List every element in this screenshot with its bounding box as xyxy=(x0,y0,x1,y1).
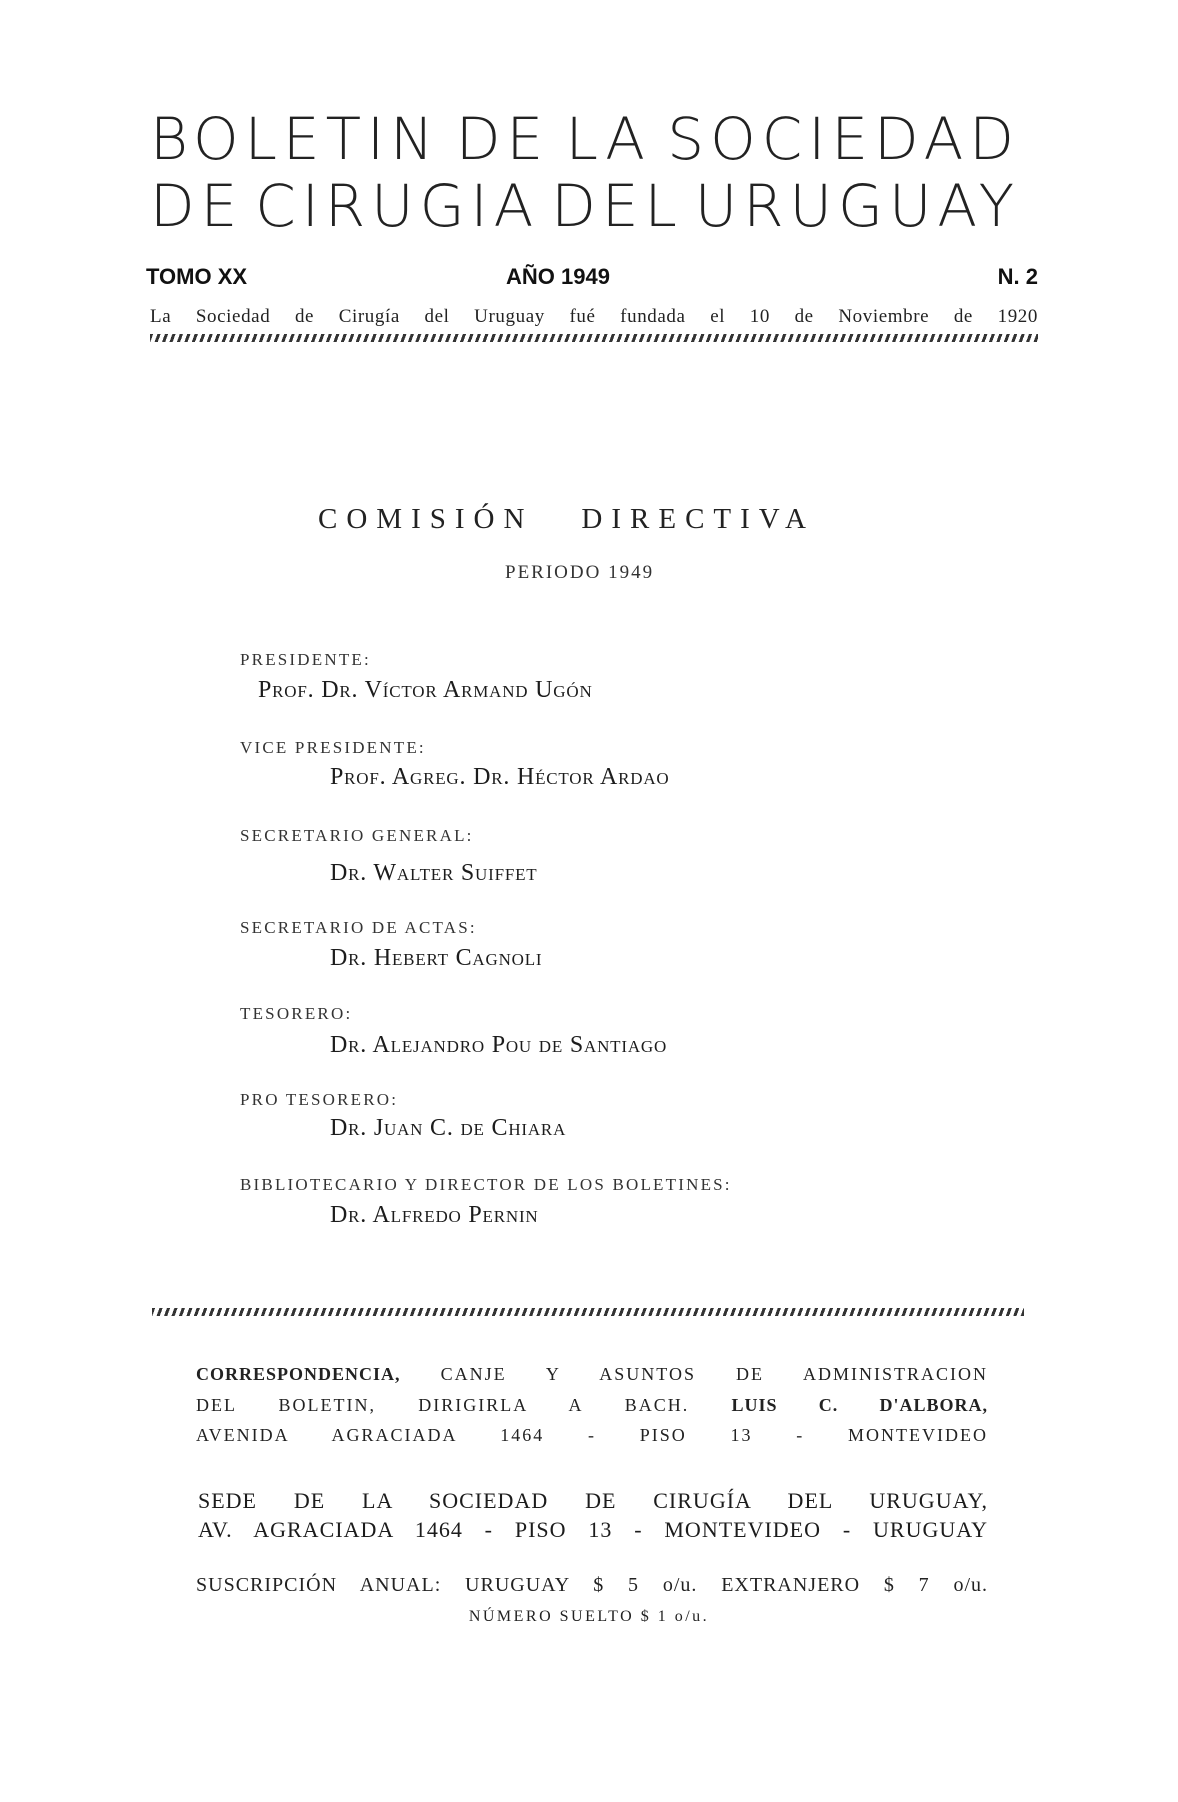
role-label: BIBLIOTECARIO Y DIRECTOR DE LOS BOLETINES: xyxy=(240,1175,732,1194)
title-word: SOCIEDAD xyxy=(667,105,1020,173)
year-label: AÑO 1949 xyxy=(506,264,610,289)
member-name: Prof. Dr. Víctor Armand Ugón xyxy=(258,677,593,703)
title-word: BOLETIN xyxy=(150,105,440,173)
member-name: Prof. Agreg. Dr. Héctor Ardao xyxy=(330,764,670,790)
role-label: PRESIDENTE: xyxy=(240,650,371,669)
correspondence-text: DEL BOLETIN, DIRIGIRLA A BACH. xyxy=(196,1395,690,1415)
title-word: DE xyxy=(150,172,244,240)
role-label: PRO TESORERO: xyxy=(240,1090,399,1109)
title-word: URUGUAY xyxy=(694,172,1020,240)
seat-line-2: AV. AGRACIADA 1464 - PISO 13 - MONTEVIDEO - URUGUAY xyxy=(198,1517,988,1542)
commission-heading xyxy=(318,503,815,536)
member-name: Dr. Hebert Cagnoli xyxy=(330,945,543,971)
role-label: SECRETARIO DE ACTAS: xyxy=(240,918,477,937)
period-label: PERIODO 1949 xyxy=(505,562,655,583)
title-word: DE xyxy=(455,105,550,173)
title-word: CIRUGIA xyxy=(255,172,540,240)
member-name: Dr. Walter Suiffet xyxy=(330,860,538,886)
correspondence-bold: CORRESPONDENCIA, xyxy=(196,1364,401,1384)
member-name: Dr. Alfredo Pernin xyxy=(330,1202,539,1228)
decorative-rule-top xyxy=(150,334,1038,342)
correspondence-text: CANJE Y ASUNTOS DE ADMINISTRACION xyxy=(440,1364,988,1384)
title-word: DEL xyxy=(551,172,683,240)
correspondence-line-1 xyxy=(196,1364,988,1385)
issue-info-row xyxy=(146,264,1038,290)
role-label: TESORERO: xyxy=(240,1004,353,1023)
member-name: Dr. Alejandro Pou de Santiago xyxy=(330,1032,668,1058)
role-label: SECRETARIO GENERAL: xyxy=(240,826,474,845)
founding-note: La Sociedad de Cirugía del Uruguay fué fundada el 10 de Noviembre de 1920 xyxy=(150,306,1038,327)
correspondence-contact-name: LUIS C. D'ALBORA, xyxy=(731,1395,988,1415)
seat-line-1: SEDE DE LA SOCIEDAD DE CIRUGÍA DEL URUGUAY, xyxy=(198,1488,988,1513)
title-word: LA xyxy=(565,105,651,173)
journal-title-line-2 xyxy=(150,172,1020,240)
member-name: Dr. Juan C. de Chiara xyxy=(330,1115,567,1141)
issue-number-label: N. 2 xyxy=(997,264,1038,289)
correspondence-line-2 xyxy=(196,1395,988,1416)
role-label: VICE PRESIDENTE: xyxy=(240,738,426,757)
commission-heading-word-1: COMISIÓN xyxy=(318,503,534,535)
correspondence-address: AVENIDA AGRACIADA 1464 - PISO 13 - MONTEVIDEO xyxy=(196,1425,988,1445)
single-issue-price: NÚMERO SUELTO $ 1 o/u. xyxy=(468,1608,710,1625)
commission-heading-word-2: DIRECTIVA xyxy=(581,503,815,535)
annual-subscription: SUSCRIPCIÓN ANUAL: URUGUAY $ 5 o/u. EXTRANJERO $ 7 o/u. xyxy=(196,1574,988,1596)
decorative-rule-bottom xyxy=(152,1308,1024,1316)
journal-title-line-1 xyxy=(150,105,1020,173)
volume-label: TOMO XX xyxy=(146,264,248,289)
